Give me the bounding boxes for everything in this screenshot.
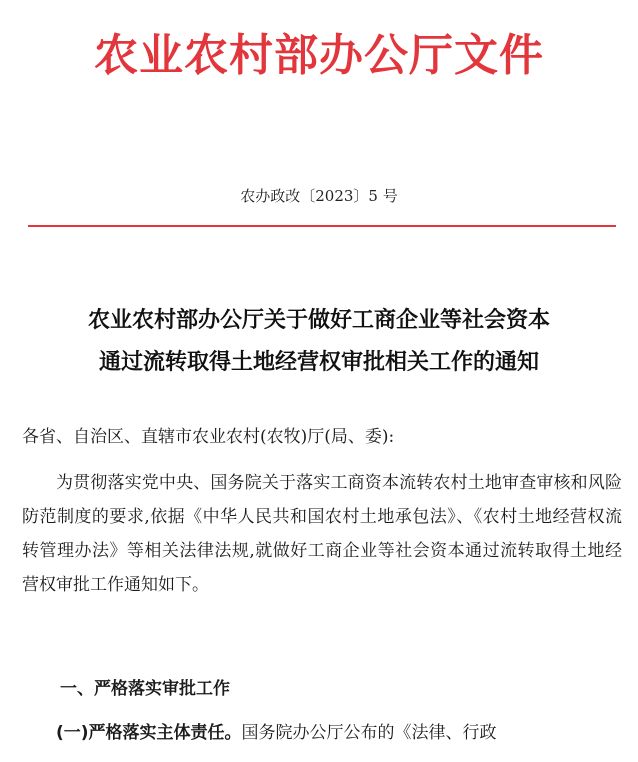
salutation: 各省、自治区、直辖市农业农村(农牧)厅(局、委): — [22, 427, 395, 447]
notice-title-line-2: 通过流转取得土地经营权审批相关工作的通知 — [98, 350, 539, 375]
red-divider-line — [28, 225, 616, 227]
section-heading-1: 一、严格落实审批工作 — [60, 679, 230, 699]
notice-title — [10, 300, 628, 384]
intro-paragraph: 为贯彻落实党中央、国务院关于落实工商资本流转农村土地审查审核和风险防范制度的要求,依据《中华人民共和国农村土地承包法》、《农村土地经营权流转管理办法》等相关法律法规,就做好工商企业等社会资本通过流转取得土地经营权审批工作通知如下。 — [22, 473, 622, 595]
subsection-paragraph-1 — [22, 716, 622, 750]
notice-title-line-1: 农业农村部办公厅关于做好工商企业等社会资本 — [87, 308, 550, 333]
document-number: 农办政改〔2023〕5 号 — [240, 187, 398, 205]
subsection-text-1: 国务院办公厅公布的《法律、行政 — [241, 723, 497, 743]
subsection-lead-1: (一)严格落实主体责任。 — [56, 723, 242, 743]
masthead-title: 农业农村部办公厅文件 — [94, 30, 544, 81]
